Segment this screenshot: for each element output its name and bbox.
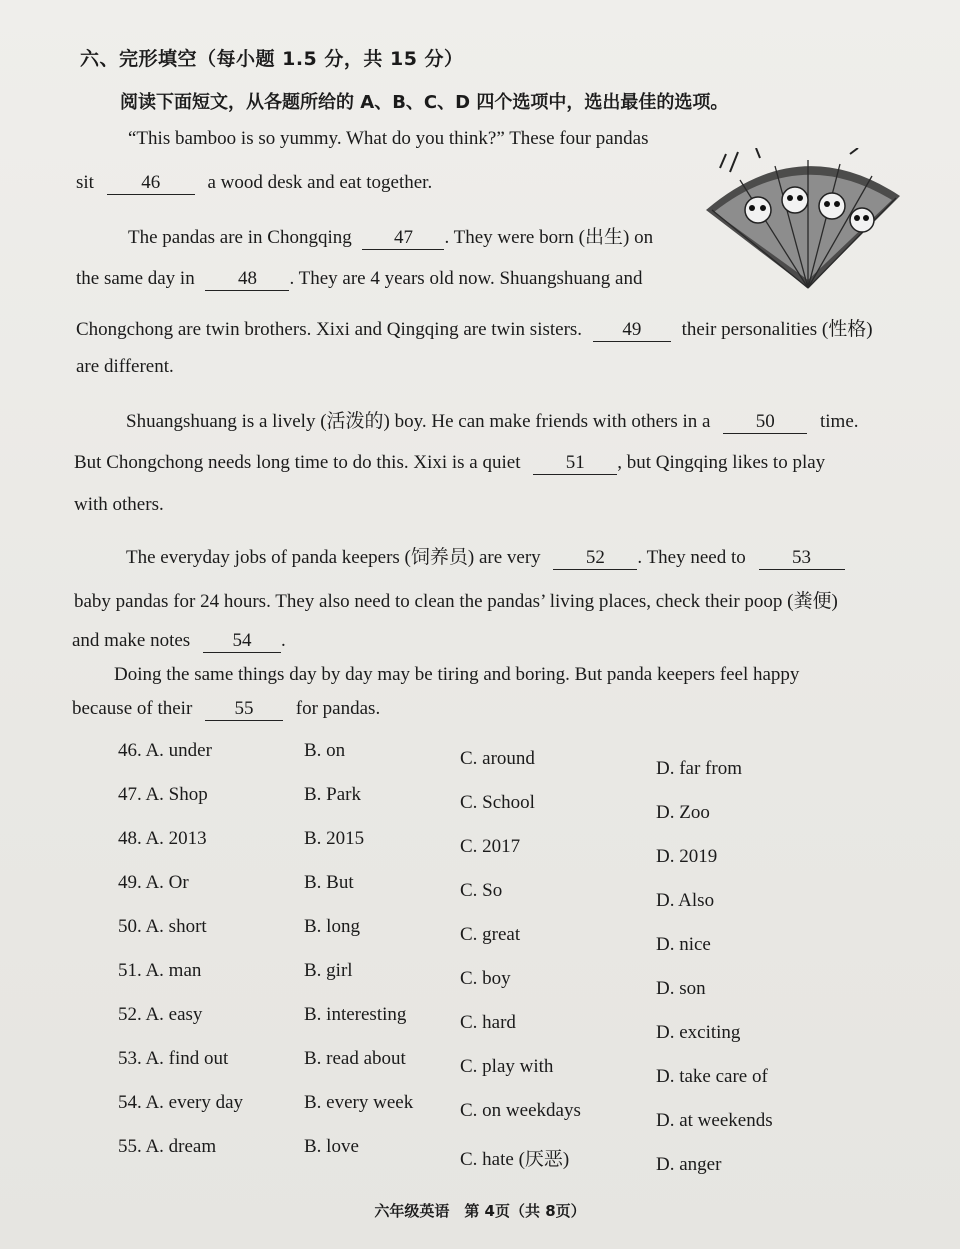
option-b: B. But	[304, 872, 354, 893]
passage-text: for pandas.	[295, 698, 381, 719]
passage-text: . They were born (出生) on	[444, 227, 654, 248]
blank-46: 46	[107, 173, 195, 195]
passage-text: , but Qingqing likes to play	[617, 452, 826, 473]
passage-line	[76, 314, 873, 342]
passage-text: The pandas are in Chongqing	[128, 227, 352, 248]
option-c: C. great	[460, 924, 521, 945]
passage-line	[76, 268, 642, 291]
question-row	[118, 740, 878, 784]
blank-52: 52	[553, 548, 637, 570]
passage-line	[128, 222, 653, 250]
passage-text: the same day in	[76, 268, 195, 289]
option-a: 52. A. easy	[118, 1004, 203, 1025]
answer-options	[118, 740, 878, 1180]
passage-line	[76, 356, 174, 378]
passage-line	[126, 406, 859, 434]
question-row	[118, 828, 878, 872]
passage-text: “This bamboo is so yummy. What do you think?” These four pandas	[128, 128, 649, 149]
option-c: C. hate (厌恶)	[460, 1149, 570, 1170]
passage-text: . They need to	[637, 547, 746, 568]
panda-fan-icon	[700, 148, 905, 296]
blank-51: 51	[533, 453, 617, 475]
passage-text: and make notes	[72, 630, 191, 651]
passage-text: a wood desk and eat together.	[207, 172, 433, 193]
blank-53: 53	[759, 548, 845, 570]
passage-text: with others.	[74, 494, 164, 515]
passage-text: The everyday jobs of panda keepers (饲养员) are very	[126, 547, 541, 568]
passage-text: their personalities (性格)	[681, 319, 873, 340]
option-c: C. hard	[460, 1012, 516, 1033]
passage-text: Shuangshuang is a lively (活泼的) boy. He can make friends with others in a	[126, 411, 711, 432]
question-row	[118, 784, 878, 828]
option-b: B. love	[304, 1136, 359, 1157]
option-c: C. on weekdays	[460, 1100, 581, 1121]
option-d: D. son	[656, 978, 706, 999]
option-c: C. So	[460, 880, 503, 901]
option-d: D. at weekends	[656, 1110, 773, 1131]
passage-text: sit	[76, 172, 94, 193]
passage-line	[74, 452, 825, 475]
option-d: D. nice	[656, 934, 711, 955]
option-d: D. 2019	[656, 846, 718, 867]
blank-49: 49	[593, 320, 671, 342]
option-d: D. Also	[656, 890, 715, 911]
passage-line	[72, 630, 286, 653]
option-a: 54. A. every day	[118, 1092, 244, 1113]
question-row	[118, 916, 878, 960]
blank-54: 54	[203, 631, 281, 653]
option-b: B. on	[304, 740, 346, 761]
blank-50: 50	[723, 412, 807, 434]
question-row	[118, 1092, 878, 1136]
passage-line	[72, 698, 380, 721]
option-d: D. far from	[656, 758, 742, 779]
option-d: D. anger	[656, 1154, 722, 1175]
instructions: 阅读下面短文，从各题所给的 A、B、C、D 四个选项中，选出最佳的选项。	[120, 92, 729, 113]
question-row	[118, 960, 878, 1004]
passage-text: Doing the same things day by day may be tiring and boring. But panda keepers feel happy	[114, 664, 800, 685]
passage-text: time.	[819, 411, 859, 432]
option-d: D. take care of	[656, 1066, 768, 1087]
option-b: B. long	[304, 916, 360, 937]
passage-line	[74, 494, 164, 516]
option-a: 46. A. under	[118, 740, 212, 761]
section-title: 六、完形填空（每小题 1.5 分，共 15 分）	[80, 48, 464, 70]
passage-text: Chongchong are twin brothers. Xixi and Qingqing are twin sisters.	[76, 319, 583, 340]
blank-48: 48	[205, 269, 289, 291]
option-c: C. School	[460, 792, 535, 813]
option-a: 50. A. short	[118, 916, 207, 937]
option-a: 47. A. Shop	[118, 784, 208, 805]
passage-text: .	[280, 630, 286, 651]
option-c: C. boy	[460, 968, 511, 989]
page-footer: 六年级英语 第 4页（共 8页）	[374, 1202, 586, 1220]
option-b: B. interesting	[304, 1004, 407, 1025]
passage-line	[126, 542, 845, 570]
passage-text: baby pandas for 24 hours. They also need to clean the pandas’ living places, check their poop (粪便)	[74, 591, 838, 612]
passage-line	[128, 128, 648, 150]
option-b: B. girl	[304, 960, 353, 981]
passage-line	[114, 664, 799, 686]
option-a: 48. A. 2013	[118, 828, 207, 849]
option-d: D. exciting	[656, 1022, 741, 1043]
option-b: B. 2015	[304, 828, 365, 849]
blank-55: 55	[205, 699, 283, 721]
passage-text: because of their	[72, 698, 193, 719]
blank-47: 47	[362, 228, 444, 250]
question-row	[118, 872, 878, 916]
passage-line	[76, 172, 432, 195]
option-b: B. every week	[304, 1092, 414, 1113]
question-row	[118, 1004, 878, 1048]
option-b: B. read about	[304, 1048, 406, 1069]
option-b: B. Park	[304, 784, 361, 805]
passage-text: are different.	[76, 356, 174, 377]
option-c: C. play with	[460, 1056, 554, 1077]
option-c: C. around	[460, 748, 535, 769]
option-c: C. 2017	[460, 836, 521, 857]
option-a: 49. A. Or	[118, 872, 189, 893]
passage-text: . They are 4 years old now. Shuangshuang and	[289, 268, 643, 289]
option-a: 51. A. man	[118, 960, 202, 981]
question-row	[118, 1048, 878, 1092]
option-a: 53. A. find out	[118, 1048, 229, 1069]
option-a: 55. A. dream	[118, 1136, 217, 1157]
passage-text: But Chongchong needs long time to do this. Xixi is a quiet	[74, 452, 521, 473]
option-d: D. Zoo	[656, 802, 710, 823]
question-row	[118, 1136, 878, 1180]
passage-line	[74, 586, 838, 613]
